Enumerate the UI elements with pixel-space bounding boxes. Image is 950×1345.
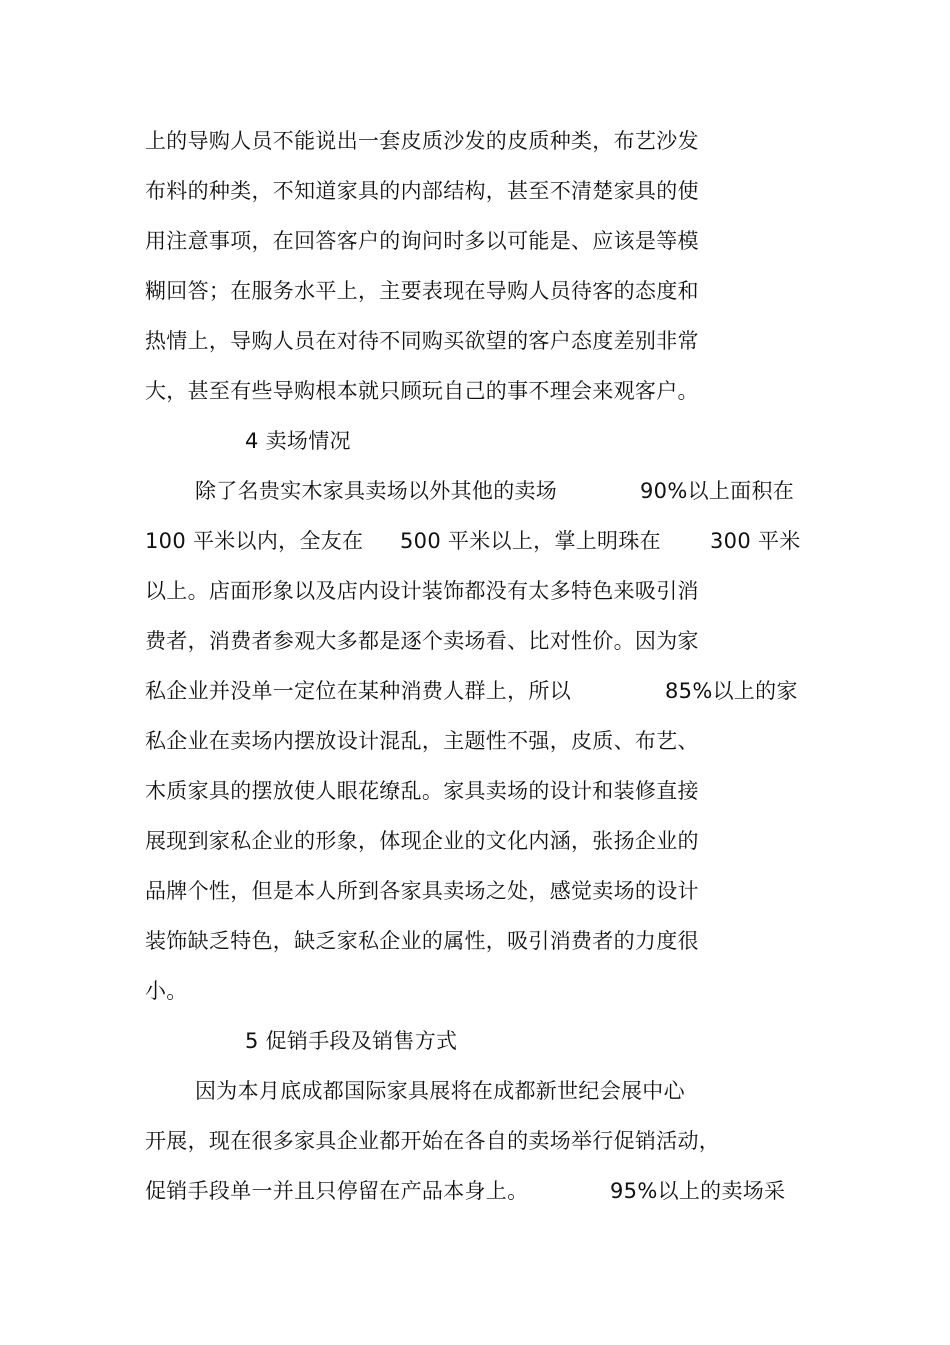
paragraph-line: 开展，现在很多家具企业都开始在各自的卖场举行促销活动，: [145, 1129, 721, 1153]
paragraph-line: 木质家具的摆放使人眼花缭乱。家具卖场的设计和装修直接: [145, 779, 699, 803]
paragraph-text: 500 平米以上，掌上明珠在: [400, 529, 661, 553]
paragraph-text: 私企业并没单一定位在某种消费人群上，所以: [145, 679, 571, 703]
paragraph-line: 费者，消费者参观大多都是逐个卖场看、比对性价。因为家: [145, 629, 699, 653]
section-heading-5: 5 促销手段及销售方式: [245, 1029, 458, 1053]
paragraph-line: [195, 476, 815, 506]
section-heading-4: 4 卖场情况: [245, 429, 351, 453]
paragraph-line: 装饰缺乏特色，缺乏家私企业的属性，吸引消费者的力度很: [145, 929, 699, 953]
paragraph-line: 大，甚至有些导购根本就只顾玩自己的事不理会来观客户。: [145, 379, 699, 403]
paragraph-line: 品牌个性，但是本人所到各家具卖场之处，感觉卖场的设计: [145, 879, 699, 903]
paragraph-text: 85%以上的家: [665, 679, 798, 703]
paragraph-line: 热情上，导购人员在对待不同购买欲望的客户态度差别非常: [145, 329, 699, 353]
paragraph-line: 糊回答；在服务水平上，主要表现在导购人员待客的态度和: [145, 279, 699, 303]
paragraph-line: 小。: [145, 979, 188, 1003]
paragraph-text: 95%以上的卖场采: [610, 1179, 786, 1203]
paragraph-line: 用注意事项，在回答客户的询问时多以可能是、应该是等模: [145, 229, 699, 253]
paragraph-line: 因为本月底成都国际家具展将在成都新世纪会展中心: [195, 1079, 685, 1103]
paragraph-line: [145, 526, 815, 556]
paragraph-text: 90%以上面积在: [640, 479, 795, 503]
paragraph-text: 300 平米: [710, 529, 801, 553]
paragraph-line: [145, 1176, 815, 1206]
paragraph-line: 私企业在卖场内摆放设计混乱，主题性不强，皮质、布艺、: [145, 729, 699, 753]
paragraph-text: 除了名贵实木家具卖场以外其他的卖场: [195, 479, 558, 503]
paragraph-line: [145, 676, 815, 706]
paragraph-line: 展现到家私企业的形象，体现企业的文化内涵，张扬企业的: [145, 829, 699, 853]
paragraph-line: 布料的种类，不知道家具的内部结构，甚至不清楚家具的使: [145, 179, 699, 203]
paragraph-line: 以上。店面形象以及店内设计装饰都没有太多特色来吸引消: [145, 579, 699, 603]
paragraph-text: 100 平米以内，全友在: [145, 529, 364, 553]
paragraph-line: 上的导购人员不能说出一套皮质沙发的皮质种类，布艺沙发: [145, 129, 699, 153]
paragraph-text: 促销手段单一并且只停留在产品本身上。: [145, 1179, 529, 1203]
